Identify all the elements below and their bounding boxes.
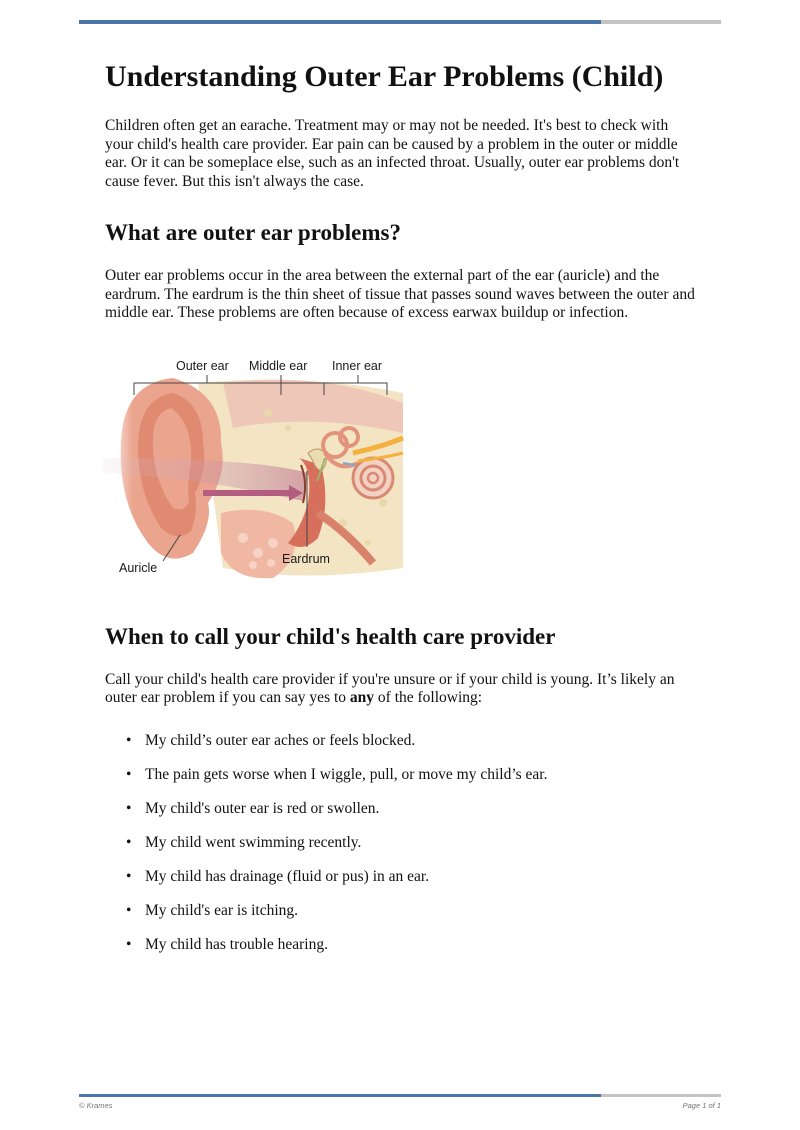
list-item <box>126 936 700 955</box>
label-outer-ear: Outer ear <box>176 358 229 373</box>
footer-rule <box>79 1094 721 1097</box>
section-paragraph-outer-ear-problems: Outer ear problems occur in the area between the external part of the ear (auricle) and the eardrum. The eardrum is the thin sheet of tissue that passes sound waves between the outer and middle ear. These problems are often because of excess earwax buildup or infection. <box>105 267 695 321</box>
list-item <box>126 731 700 751</box>
header-rule-gray <box>601 20 721 24</box>
bullet-icon: • <box>126 833 132 851</box>
label-middle-ear: Middle ear <box>249 358 308 373</box>
list-item-text: My child’s outer ear aches or feels blocked. <box>145 731 416 749</box>
ear-anatomy-figure <box>103 353 407 583</box>
call-text-bold: any <box>349 689 375 706</box>
bullet-icon: • <box>126 936 132 954</box>
list-item-text: My child has trouble hearing. <box>145 936 328 954</box>
list-item <box>126 833 700 853</box>
bullet-icon: • <box>126 765 132 783</box>
list-item <box>126 901 700 921</box>
call-text-before: Call your child's health care provider if you're unsure or if your child is young. It’s likely an outer ear problem if you can say yes to <box>105 670 675 706</box>
label-eardrum: Eardrum <box>282 551 330 566</box>
section-heading-outer-ear-problems: What are outer ear problems? <box>105 220 401 245</box>
document-body <box>105 58 700 970</box>
list-item-text: The pain gets worse when I wiggle, pull, or move my child’s ear. <box>145 765 548 783</box>
list-item-text: My child's ear is itching. <box>145 901 299 919</box>
footer-page-number: Page 1 of 1 <box>682 1101 721 1110</box>
label-auricle: Auricle <box>119 560 158 575</box>
bullet-icon: • <box>126 731 132 749</box>
header-rule-blue <box>79 20 601 24</box>
call-text-after: of the following: <box>374 689 483 706</box>
symptom-list <box>105 732 700 955</box>
list-item-text: My child went swimming recently. <box>145 833 362 851</box>
footer-rule-blue <box>79 1094 601 1097</box>
intro-paragraph: Children often get an earache. Treatment may or may not be needed. It's best to check with your child's health care provider. Ear pain can be caused by a problem in the outer or middle ear. Or it can be someplace else, such as an infected throat. Usually, outer ear problems don't cause fever. But this isn't always the case. <box>105 117 680 190</box>
ear-anatomy-illustration <box>103 353 407 583</box>
label-inner-ear: Inner ear <box>332 358 383 373</box>
list-item <box>126 799 700 819</box>
section-paragraph-when-to-call <box>105 671 700 708</box>
header-rule <box>79 20 721 24</box>
footer-copyright: © Krames <box>79 1101 113 1110</box>
footer-rule-gray <box>601 1094 721 1097</box>
bullet-icon: • <box>126 901 132 919</box>
page-title: Understanding Outer Ear Problems (Child) <box>105 60 664 93</box>
list-item <box>126 867 700 887</box>
list-item-text: My child's outer ear is red or swollen. <box>145 799 380 817</box>
list-item-text: My child has drainage (fluid or pus) in an ear. <box>145 867 430 885</box>
list-item <box>126 765 700 785</box>
bullet-icon: • <box>126 867 132 885</box>
section-heading-when-to-call: When to call your child's health care provider <box>105 623 556 649</box>
bullet-icon: • <box>126 799 132 817</box>
